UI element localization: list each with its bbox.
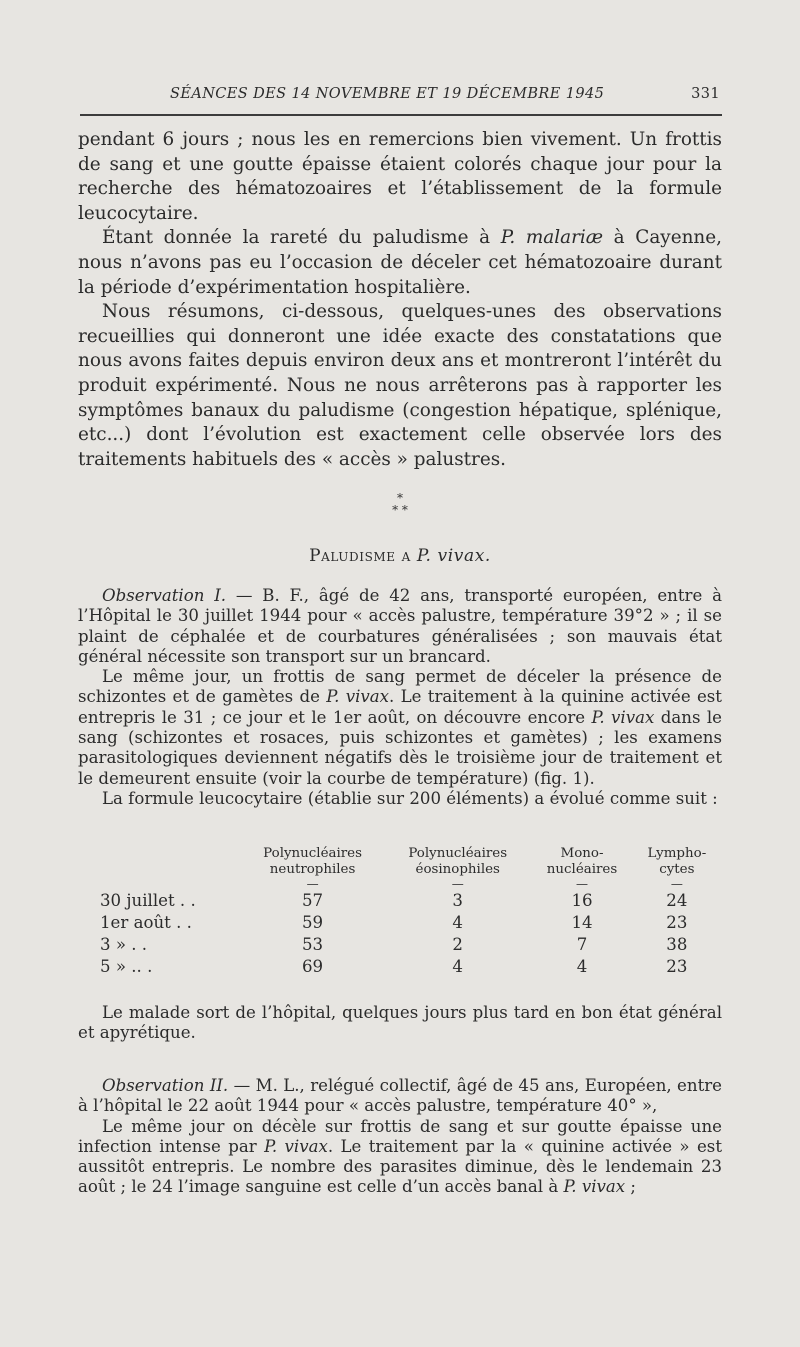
dash-spacer [100,878,240,890]
obs1-label: Observation I. [102,586,227,605]
obs2-p2-text-c: ; [625,1177,637,1197]
cell-value: 57 [302,891,324,910]
header-line: Polynucléaires [263,846,362,861]
separator-top-star: * [397,491,403,505]
column-dash: — [451,877,464,891]
obs1-p2-text-a: Le même jour, un frottis de sang permet de déceler la présence de schizontes et de gamètes de [78,667,722,707]
obs1-p2-text-b: . Le traitement à la quinine activée est entrepris le 31 ; ce jour et le 1er août, on découvre encore [78,687,722,727]
header-line: neutrophiles [269,862,356,877]
obs1-p1-text: — B. F., âgé de 42 ans, transporté européen, entre à l’Hôpital le 30 juillet 1944 pour « accès palustre, température 39°2 » ; il se plaint de céphalée et de courbatures généralisées ; son mauvais état général nécessite son transport sur un brancard. [78,586,722,666]
cell-value: 14 [571,913,593,932]
cell-value: 24 [666,891,688,910]
section-title-text: Paludisme a [309,546,417,566]
intro-paragraph-1: pendant 6 jours ; nous les en remercions bien vivement. Un frottis de sang et une goutte épaisse étaient colorés chaque jour pour la recherche des hématozoaires et l’établissement de la formule leucocytaire. [78,129,722,224]
section-title [0,546,800,566]
column-dash: — [306,877,319,891]
species-name: P. vivax [591,707,655,727]
table-row [100,912,720,934]
species-name: P. vivax [264,1136,328,1156]
cell-value: 23 [666,957,688,976]
column-dash: — [670,877,683,891]
obs1-paragraph-3: La formule leucocytaire (établie sur 200 éléments) a évolué comme suit : [102,788,718,808]
page-number: 331 [691,86,720,102]
header-rule [80,114,722,116]
intro-p2-text-a: Étant donnée la rareté du paludisme à [102,227,501,249]
header-line: nucléaires [546,862,618,877]
obs2-p2-text-b: . Le traitement par la « quinine activée » est aussitôt entrepris. Le nombre des parasites diminue, dès le lendemain 23 août ; le 24 l’image sanguine est celle d’un accès banal à [78,1136,722,1197]
cell-value: 59 [302,913,324,932]
obs2-p1-text: — M. L., relégué collectif, âgé de 45 ans, Européen, entre à l’hôpital le 22 août 1944 pour « accès palustre, température 40° », [78,1076,722,1116]
row-date: 5 » .. . [100,957,153,976]
header-lymphocytes [634,846,720,878]
cell-value: 16 [571,891,593,910]
obs2-p2-text-a: Le même jour on décèle sur frottis de sang et sur goutte épaisse une infection intense par [78,1116,722,1156]
cell-value: 4 [452,913,463,932]
header-line: cytes [659,862,695,877]
table-row [100,934,720,956]
running-title: SÉANCES DES 14 NOVEMBRE ET 19 DÉCEMBRE 1945 [170,86,605,102]
section-title-species: P. vivax. [416,546,491,566]
cell-value: 38 [666,935,688,954]
post-table-text [78,1003,722,1044]
obs1-p2-text-c: dans le sang (schizontes et rosaces, puis schizontes et gamètes) ; les examens parasitologiques deviennent négatifs dès le troisième jour de traitement et le demeurent ensuite (voir la courbe de température) (fig. 1). [78,707,722,788]
table-dash-row [100,878,720,890]
row-date: 1er août . . [100,913,192,932]
obs2-label: Observation II. [102,1076,229,1095]
leukocyte-table [100,846,720,978]
intro-paragraph-3: Nous résumons, ci-dessous, quelques-unes des observations recueillies qui donneront une idée exacte des constatations que nous avons faites depuis environ deux ans et montreront l’intérêt du produit expérimenté. Nous ne nous arrêterons pas à rapporter les symptômes banaux du paludisme (congestion hépatique, splénique, etc...) dont l’évolution est exactement celle observée lors des traitements habituels des « accès » palustres. [78,301,722,470]
table-row [100,956,720,978]
cell-value: 4 [576,957,588,976]
obs2-paragraph-2 [78,1117,722,1198]
cell-value: 4 [452,957,463,976]
header-line: Polynucléaires [408,846,508,861]
row-date: 3 » . . [100,935,148,954]
header-neutrophiles [240,846,385,878]
row-date: 30 juillet . . [100,891,196,910]
obs2-paragraph-1 [78,1076,722,1117]
header-line: Mono- [560,846,604,861]
cell-value: 53 [302,935,324,954]
table-row [100,890,720,912]
header-line: Lympho- [647,846,707,861]
page-header [78,82,720,108]
header-line: éosinophiles [415,862,500,877]
header-mononucleaires [530,846,633,878]
cell-value: 2 [452,935,463,954]
cell-value: 7 [576,935,588,954]
section-separator [0,492,800,516]
column-dash: — [576,877,588,891]
obs1-paragraph-1 [78,586,722,667]
species-name: P. vivax [563,1177,626,1197]
table-header-row [100,846,720,878]
header-spacer [100,846,240,878]
observation-2 [78,1076,722,1198]
intro-p2-text-b: à Cayenne, nous n’avons pas eu l’occasion de déceler cet hématozoaire durant la période d’expérimentation hospitalière. [78,227,722,298]
obs1-paragraph-2 [78,667,722,789]
after-table-paragraph: Le malade sort de l’hôpital, quelques jours plus tard en bon état général et apyrétique. [78,1003,722,1043]
observation-1 [78,586,722,809]
species-name: P. vivax [326,687,390,707]
intro-text [78,128,722,472]
species-name: P. malariæ [500,227,604,249]
cell-value: 69 [302,957,324,976]
intro-paragraph-2 [78,226,722,300]
cell-value: 3 [452,891,463,910]
separator-bottom-stars: * * [392,503,408,517]
cell-value: 23 [666,913,688,932]
header-eosinophiles [385,846,530,878]
